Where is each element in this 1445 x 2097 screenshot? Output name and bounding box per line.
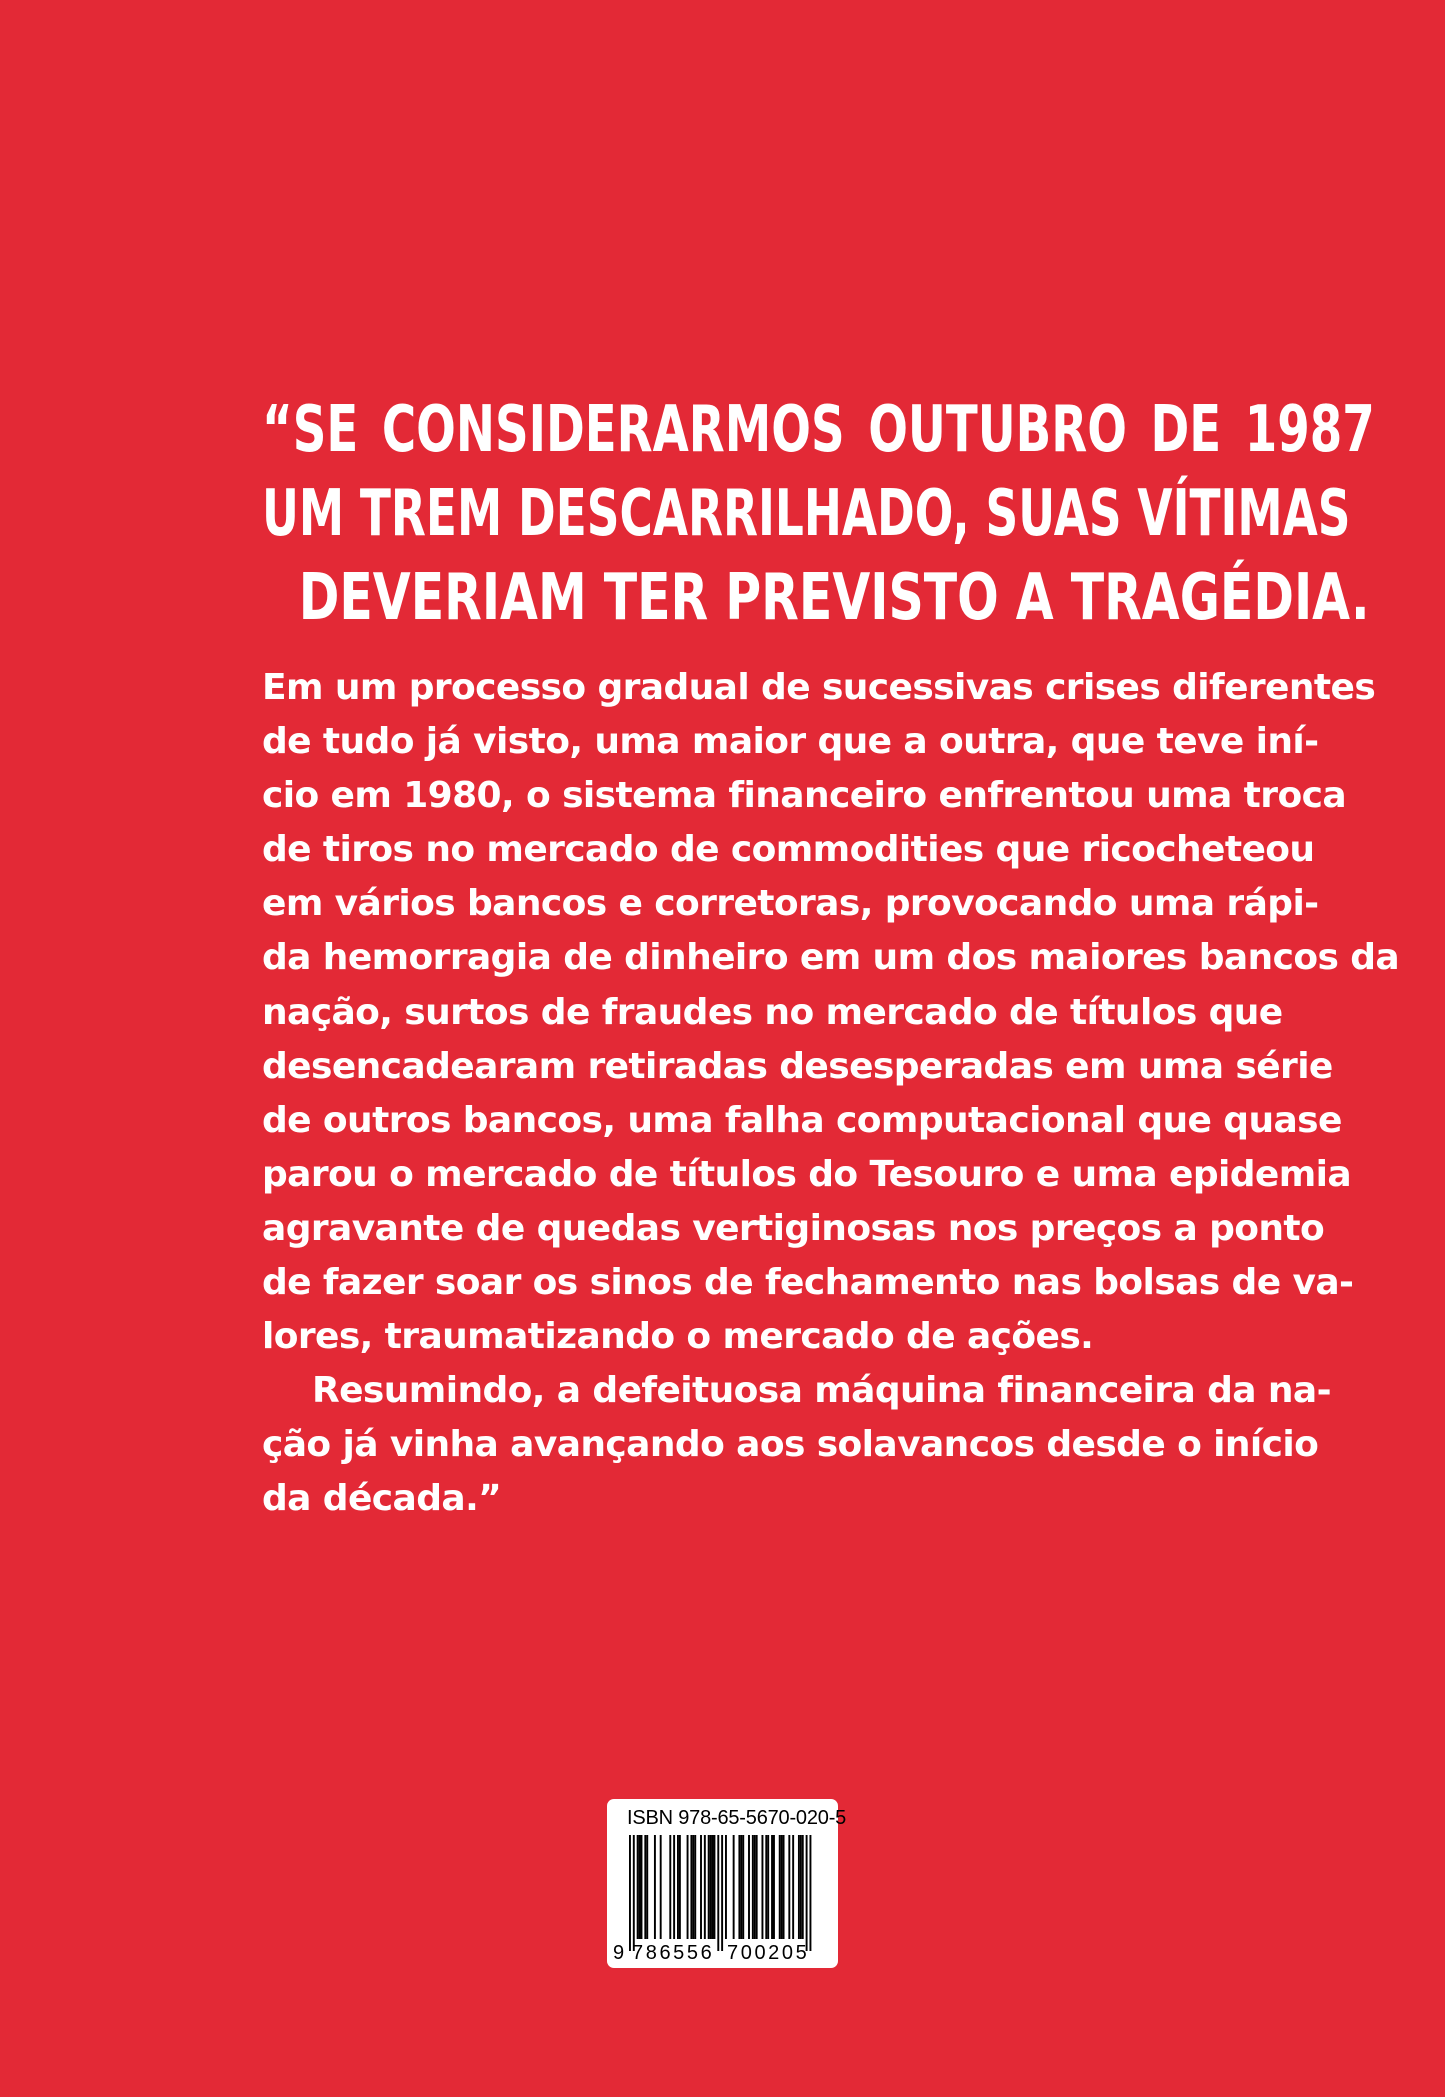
barcode-bar — [756, 1835, 758, 1939]
blurb-line: da década.” — [262, 1478, 502, 1520]
barcode-bar — [733, 1835, 735, 1939]
barcode-bar — [767, 1835, 769, 1939]
barcode-guard-bar — [721, 1835, 723, 1951]
blurb-line: em vários bancos e corretoras, provocando uma rápi- — [262, 883, 1319, 925]
blurb-line: desencadearam retiradas desesperadas em uma série — [262, 1045, 1333, 1087]
barcode-guard-bar — [629, 1835, 631, 1951]
barcode-bar — [779, 1835, 781, 1939]
blurb-line: lores, traumatizando o mercado de ações. — [262, 1316, 1094, 1358]
blurb-line: cio em 1980, o sistema financeiro enfrentou uma troca — [262, 775, 1347, 817]
blurb-line: parou o mercado de títulos do Tesouro e uma epidemia — [262, 1153, 1352, 1195]
barcode-bar — [644, 1835, 646, 1939]
barcode-guard-bar — [809, 1835, 811, 1951]
blurb-line: de outros bancos, uma falha computacional que quase — [262, 1099, 1342, 1141]
barcode-bar — [773, 1835, 775, 1939]
barcode-bar — [754, 1835, 756, 1939]
barcode-bar — [646, 1835, 648, 1939]
barcode-bar — [654, 1835, 656, 1939]
barcode-bar — [725, 1835, 727, 1939]
blurb-line: nação, surtos de fraudes no mercado de títulos que — [262, 991, 1283, 1033]
barcode-bar — [637, 1835, 639, 1939]
barcode-digits-left: 786556 — [632, 1942, 715, 1964]
blurb-line: de fazer soar os sinos de fechamento nas bolsas de va- — [262, 1262, 1354, 1304]
blurb-line: de tudo já visto, uma maior que a outra, que teve iní- — [262, 721, 1319, 763]
barcode-bar — [761, 1835, 763, 1939]
barcode-bar — [740, 1835, 742, 1939]
barcode-guard-bar — [633, 1835, 635, 1951]
barcode-bar — [802, 1835, 804, 1939]
barcode-bar — [792, 1835, 794, 1939]
blurb-line: Em um processo gradual de sucessivas crises diferentes — [262, 667, 1376, 708]
blurb-line: agravante de quedas vertiginosas nos preços a ponto — [262, 1207, 1325, 1249]
blurb-line: da hemorragia de dinheiro em um dos maiores bancos da — [262, 937, 1400, 979]
headline-line: UM TREM DESCARRILHADO, SUAS VÍTIMAS — [262, 477, 1351, 551]
barcode-bar — [690, 1835, 692, 1939]
barcode-bar — [752, 1835, 754, 1939]
blurb-line: de tiros no mercado de commodities que ricocheteou — [262, 829, 1315, 871]
barcode-guard-bar — [717, 1835, 719, 1951]
barcode-bar — [641, 1835, 643, 1939]
barcode-bar — [687, 1835, 689, 1939]
barcode-bar — [742, 1835, 744, 1939]
blurb-line: ção já vinha avançando aos solavancos desde o início — [262, 1424, 1319, 1466]
isbn-barcode — [607, 1799, 847, 1968]
barcode-bar — [700, 1835, 702, 1939]
barcode-digits — [607, 1942, 838, 1966]
barcode-bar — [710, 1835, 712, 1939]
barcode-bar — [639, 1835, 641, 1939]
barcode-bar — [798, 1835, 800, 1939]
barcode-bar — [704, 1835, 706, 1939]
barcode-bar — [781, 1835, 783, 1939]
barcode-bar — [788, 1835, 790, 1939]
barcode-bar — [765, 1835, 767, 1939]
barcode-bar — [677, 1835, 679, 1939]
barcode-guard-bar — [806, 1835, 808, 1951]
headline-line: DEVERIAM TER PREVISTO A TRAGÉDIA. — [298, 561, 1370, 635]
barcode-bar — [800, 1835, 802, 1939]
blurb-text — [262, 661, 1400, 1527]
barcode-bar — [673, 1835, 675, 1939]
barcode-bar — [669, 1835, 671, 1939]
blurb-line: Resumindo, a defeituosa máquina financeira da na- — [312, 1370, 1331, 1412]
headline-quote — [262, 388, 1375, 640]
barcode-bar — [708, 1835, 710, 1939]
isbn-label: ISBN 978-65-5670-020-5 — [627, 1807, 847, 1829]
barcode-bar — [694, 1835, 696, 1939]
barcode-digits-right: 700205 — [727, 1942, 810, 1964]
barcode-digit-first: 9 — [613, 1942, 625, 1964]
headline-line: “SE CONSIDERARMOS OUTUBRO DE 1987 — [262, 393, 1375, 467]
barcode-bar — [713, 1835, 715, 1939]
barcode-bar — [712, 1835, 714, 1939]
barcode-bar — [783, 1835, 785, 1939]
barcode-bar — [771, 1835, 773, 1939]
barcode-bar — [660, 1835, 662, 1939]
barcode-bar — [748, 1835, 750, 1939]
barcode-bar — [679, 1835, 681, 1939]
barcode-bar — [692, 1835, 694, 1939]
barcode-bar — [738, 1835, 740, 1939]
